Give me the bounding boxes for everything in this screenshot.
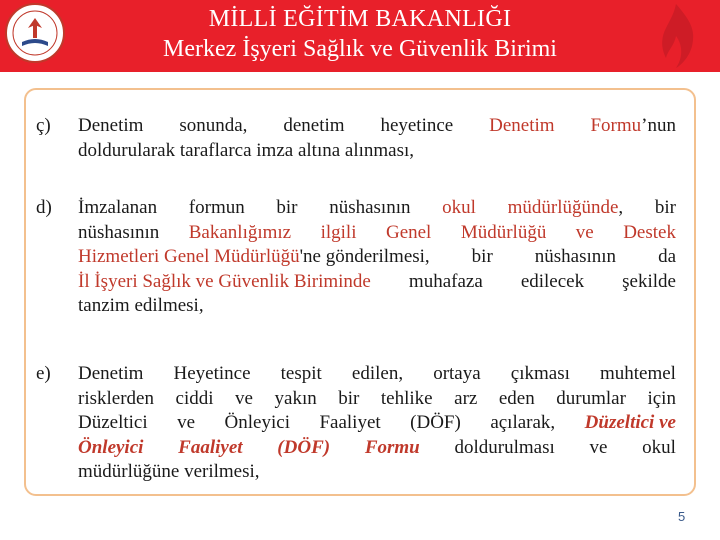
unit-subtitle: Merkez İşyeri Sağlık ve Güvenlik Birimi: [163, 36, 557, 62]
form-name: Formu: [590, 115, 642, 136]
item-marker: e): [36, 363, 51, 384]
ministry-title: MİLLİ EĞİTİM BAKANLIĞI: [208, 6, 512, 32]
item-marker: ç): [36, 115, 51, 136]
list-item: d) İmzalanan formun bir nüshasının okul müdürlüğünde, bir nüshasının Bakanlığımız ilgili Genel Müdürlüğü ve Destek Hizmetleri Genel Müdürlüğü'ne gönderilmesi, bir nüshasının da İl İşyeri Sağlık ve Güvenlik Biriminde muhafaza edilecek şekilde tanzim edilmesi,: [36, 197, 676, 316]
item-marker: d): [36, 197, 52, 218]
form-name-emphasis: Düzeltici ve: [584, 412, 676, 433]
header-bar: [0, 0, 720, 72]
list-item: ç) Denetim sonunda, denetim heyetince Denetim Formu’nun doldurularak taraflarca imza altına alınması,: [36, 115, 676, 161]
page-number: 5: [678, 509, 686, 524]
list-item: e) Denetim Heyetince tespit edilen, ortaya çıkması muhtemel risklerden ciddi ve yakın bir tehlike arz eden durumlar için Düzeltici ve Önleyici Faaliyet (DÖF) açılarak, Düzeltici ve Önleyici Faaliyet (DÖF) Formu doldurulması ve okul müdürlüğüne verilmesi,: [36, 363, 676, 482]
form-name: Denetim: [489, 115, 555, 136]
